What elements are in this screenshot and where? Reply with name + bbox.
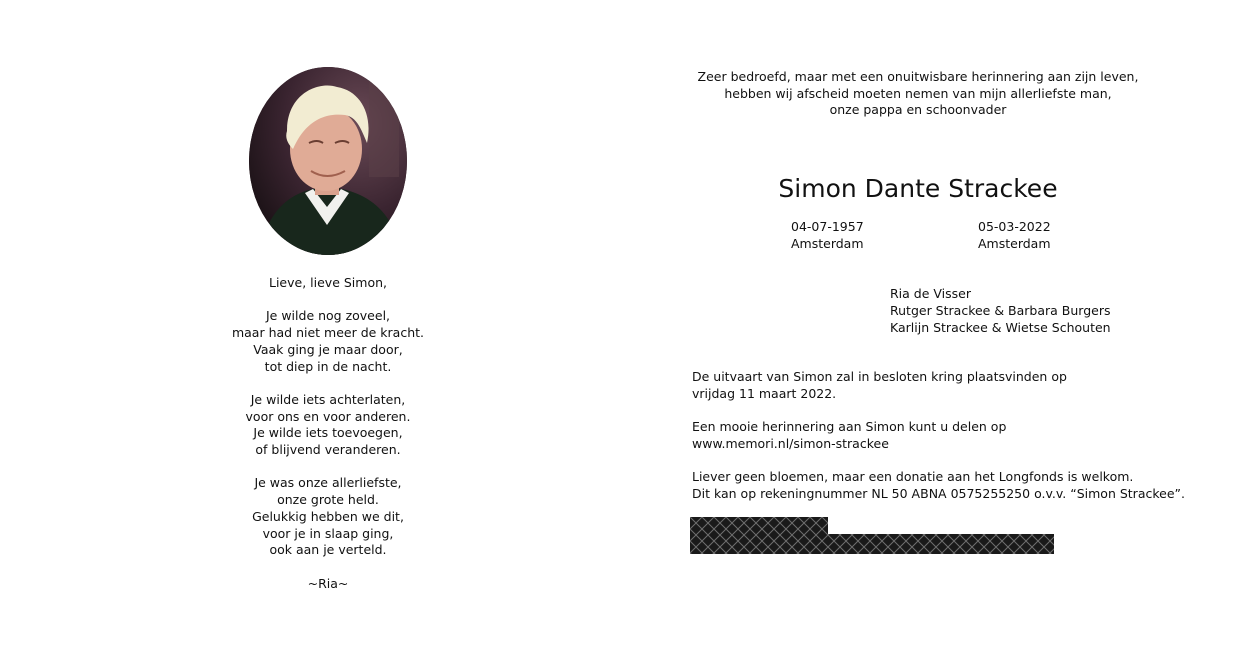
family-member: Karlijn Strackee & Wietse Schouten (890, 320, 1111, 335)
funeral-line: De uitvaart van Simon zal in besloten kring plaatsvinden op (692, 369, 1067, 384)
intro-line: onze pappa en schoonvader (829, 102, 1007, 117)
poem-stanza-3 (178, 475, 478, 559)
birth-info (791, 219, 864, 252)
memory-link[interactable]: www.memori.nl/simon-strackee (692, 435, 889, 451)
donation-line: Dit kan op rekeningnummer NL 50 ABNA 0575255250 o.v.v. “Simon Strackee”. (692, 485, 1185, 501)
poem-greeting-block (178, 275, 478, 292)
poem-line: Je was onze allerliefste, (254, 475, 402, 491)
portrait-photo (249, 67, 407, 255)
poem-signature: ~Ria~ (307, 575, 349, 591)
poem-line: ook aan je verteld. (269, 542, 387, 558)
funeral-info (692, 369, 1067, 402)
poem-stanza-1 (178, 308, 478, 375)
poem-greeting: Lieve, lieve Simon, (269, 275, 387, 290)
poem-line: Je wilde iets achterlaten, (250, 391, 406, 407)
birth-date: 04-07-1957 (791, 219, 864, 234)
intro-line: Zeer bedroefd, maar met een onuitwisbare herinnering aan zijn leven, (697, 69, 1139, 84)
poem-line: voor je in slaap ging, (262, 525, 394, 541)
death-info (978, 219, 1051, 252)
birth-place: Amsterdam (791, 235, 864, 251)
funeral-line: vrijdag 11 maart 2022. (692, 385, 837, 401)
death-place: Amsterdam (978, 235, 1051, 251)
portrait-illustration (249, 67, 407, 255)
poem-line: Gelukkig hebben we dit, (252, 508, 404, 524)
redaction-pattern (690, 517, 1054, 554)
poem-line: of blijvend veranderen. (255, 442, 401, 457)
announcement-intro (668, 69, 1168, 119)
intro-line: hebben wij afscheid moeten nemen van mijn allerliefste man, (724, 85, 1112, 101)
poem-line: Je wilde nog zoveel, (265, 308, 391, 324)
poem-line: Vaak ging je maar door, (253, 341, 403, 357)
poem-line: voor ons en voor anderen. (245, 408, 411, 424)
poem-line: onze grote held. (277, 492, 379, 508)
poem-line: Je wilde iets toevoegen, (253, 425, 403, 441)
memory-line: Een mooie herinnering aan Simon kunt u delen op (692, 419, 1007, 434)
poem (178, 275, 478, 592)
poem-stanza-2 (178, 392, 478, 459)
family-member: Ria de Visser (890, 286, 971, 301)
death-date: 05-03-2022 (978, 219, 1051, 234)
redacted-block (690, 517, 1054, 554)
donation-line: Liever geen bloemen, maar een donatie aan het Longfonds is welkom. (692, 469, 1134, 484)
poem-line: maar had niet meer de kracht. (231, 325, 425, 341)
family-member: Rutger Strackee & Barbara Burgers (890, 303, 1111, 318)
poem-line: tot diep in de nacht. (264, 358, 392, 374)
family-list (890, 285, 1111, 336)
memory-info (692, 419, 1006, 452)
deceased-name: Simon Dante Strackee (778, 173, 1058, 203)
donation-info (692, 469, 1185, 502)
